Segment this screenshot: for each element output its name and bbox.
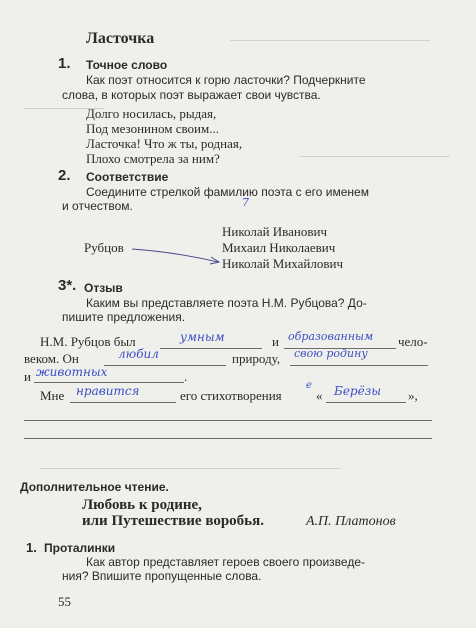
answer-line — [160, 348, 262, 349]
answer-line — [104, 365, 226, 366]
pen-mark: 7 — [242, 196, 249, 209]
option-name: Николай Михайлович — [222, 256, 343, 271]
answer-line — [290, 365, 428, 366]
task-text: пишите предложения. — [62, 310, 186, 324]
handwritten-answer: е — [306, 380, 312, 391]
option-name: Николай Иванович — [222, 224, 328, 239]
handwritten-answer: животных — [36, 365, 108, 379]
answer-line — [326, 402, 406, 403]
sentence-text: чело- — [398, 334, 428, 349]
section-number: 1. — [58, 55, 71, 72]
answer-line — [24, 438, 432, 439]
poet-surname: Рубцов — [84, 240, 124, 255]
sentence-text: Н.М. Рубцов был — [40, 334, 136, 349]
task-text: Как поэт относится к горю ласточки? Подчеркните — [86, 73, 366, 87]
book-author: А.П. Платонов — [306, 514, 396, 529]
quote-mark: », — [408, 388, 418, 403]
handwritten-answer: нравится — [76, 384, 140, 398]
page-title: Ласточка — [86, 30, 155, 47]
handwritten-answer: умным — [180, 330, 225, 344]
task-text: Как автор представляет героев своего произведе- — [86, 555, 365, 569]
answer-line — [34, 382, 184, 383]
task-text: слова, в которых поэт выражает свои чувства. — [62, 88, 321, 102]
handwritten-answer: образованным — [288, 330, 374, 343]
book-title: или Путешествие воробья. — [82, 513, 264, 529]
book-title: Любовь к родине, — [82, 497, 202, 513]
option-name: Михаил Николаевич — [222, 240, 336, 255]
answer-line — [24, 420, 432, 421]
page-number: 55 — [58, 594, 71, 609]
sentence-text: веком. Он — [24, 351, 79, 366]
section-heading: Соответствие — [86, 170, 169, 184]
task-text: Каким вы представляете поэта Н.М. Рубцова? До- — [86, 296, 367, 310]
quote-mark: « — [316, 388, 323, 403]
section-heading: Точное слово — [86, 58, 168, 72]
section-heading: Отзыв — [84, 281, 123, 295]
extra-reading-label: Дополнительное чтение. — [20, 480, 169, 494]
poem-line: Плохо смотрела за ним? — [86, 151, 220, 166]
sentence-text: . — [184, 369, 188, 384]
handwritten-answer: свою родину — [294, 347, 368, 360]
sentence-text: и — [272, 334, 279, 349]
handwritten-answer: любил — [118, 347, 159, 361]
sentence-text: и — [24, 369, 31, 384]
section-number: 1. — [26, 540, 37, 555]
poem-line: Ласточка! Что ж ты, родная, — [86, 136, 243, 151]
sentence-text: природу, — [232, 351, 281, 366]
answer-line — [70, 402, 176, 403]
poem-line: Долго носилась, рыдая, — [86, 106, 217, 121]
section-number: 2. — [58, 167, 71, 184]
section-heading: Проталинки — [44, 541, 116, 555]
task-text: ния? Впишите пропущенные слова. — [62, 569, 262, 583]
task-text: Соедините стрелкой фамилию поэта с его именем — [86, 185, 369, 199]
sentence-text: его стихотворения — [180, 388, 282, 403]
section-number: 3*. — [58, 277, 77, 294]
sentence-text: Мне — [40, 388, 65, 403]
task-text: и отчеством. — [62, 199, 133, 213]
handwritten-answer: Берёзы — [334, 384, 382, 398]
poem-line: Под мезонином своим... — [86, 121, 219, 136]
